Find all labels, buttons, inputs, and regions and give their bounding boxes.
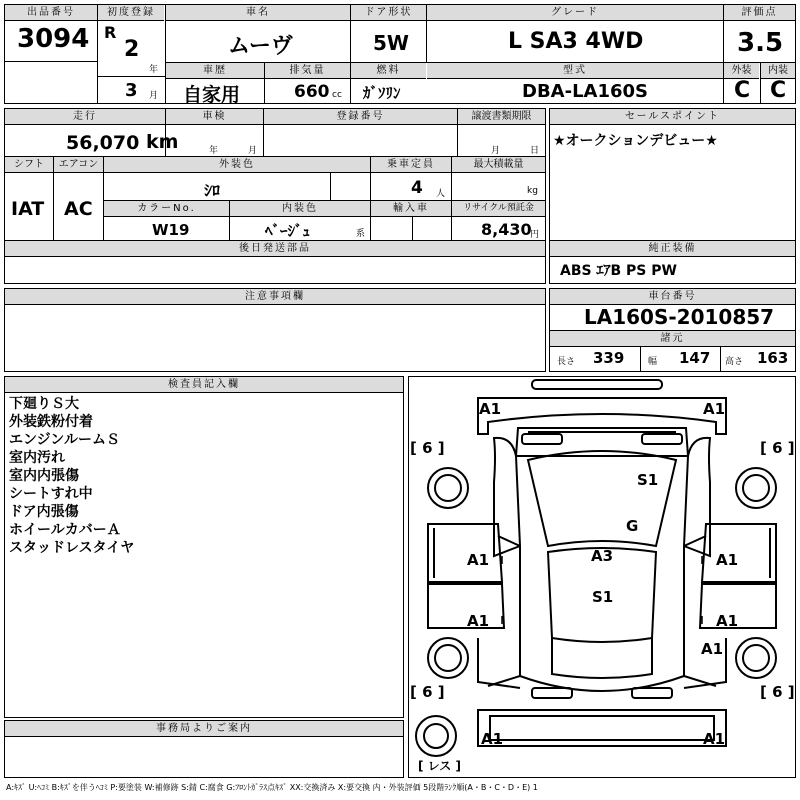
length-label: 長さ xyxy=(557,357,576,367)
lot-label: 出品番号 xyxy=(5,5,97,21)
car-diagram xyxy=(408,376,796,778)
height-label: 高さ xyxy=(725,357,744,367)
dmg-rear-right: A1 xyxy=(703,730,726,748)
legend: A:ｷｽﾞ U:ﾍｺﾐ B:ｷｽﾞを伴うﾍｺﾐ P:要塗装 W:補修跡 S:錆 C:腐食 G:ﾌﾛﾝﾄｶﾞﾗｽ点ｷｽﾞ XX:交換済み X:要交換 内・外装評価 5段階ﾗﾝｸ順(A・B・C・D・E) 1 xyxy=(6,783,538,792)
first-reg-era: R xyxy=(104,23,117,42)
score-label: 評価点 xyxy=(724,5,795,21)
ext-color-label: 外装色 xyxy=(104,157,370,173)
chassis-number: LA160S-2010857 xyxy=(584,305,775,329)
car-name: ムーヴ xyxy=(228,34,293,59)
first-reg-month: 3 xyxy=(125,80,138,101)
equipment-label: 純正装備 xyxy=(550,241,795,257)
inspector-line: 下廻りＳ大 xyxy=(9,396,79,412)
dmg-door-fr: A1 xyxy=(716,551,739,569)
inspector-line: ホイールカバーＡ xyxy=(9,522,121,538)
inspection-month-unit: 月 xyxy=(248,146,258,156)
int-color-value: ﾍﾞｰｼﾞｭ xyxy=(265,222,311,240)
int-score: C xyxy=(770,78,787,103)
width-value: 147 xyxy=(679,349,711,367)
reg-no-label: 登録番号 xyxy=(264,109,457,125)
fuel-value: ｶﾞｿﾘﾝ xyxy=(363,84,401,102)
notes-label: 注意事項欄 xyxy=(5,289,545,305)
recycle-unit: 円 xyxy=(530,230,540,240)
dmg-front-left: A1 xyxy=(479,400,502,418)
aircon-label: エアコン xyxy=(54,157,103,173)
inspection-label: 車検 xyxy=(166,109,263,125)
inspector-line: シートすれ中 xyxy=(9,486,93,502)
inspector-line: 外装鉄粉付着 xyxy=(9,414,93,430)
dmg-door-fl: A1 xyxy=(467,551,490,569)
fuel-label: 燃料 xyxy=(351,63,426,79)
dmg-windshield: G xyxy=(626,517,639,535)
score-value: 3.5 xyxy=(737,28,784,58)
door-label: ドア形状 xyxy=(351,5,426,21)
dmg-roof: A3 xyxy=(591,547,614,565)
recycle-value: 8,430 xyxy=(481,220,532,239)
dimensions-label: 諸元 xyxy=(550,331,795,347)
aircon-value: AC xyxy=(64,198,93,220)
ext-score: C xyxy=(734,78,751,103)
later-parts-label: 後日発送部品 xyxy=(5,241,545,257)
ext-score-label: 外装 xyxy=(724,63,759,79)
model-value: DBA-LA160S xyxy=(522,81,648,102)
mileage-label: 走行 xyxy=(5,109,165,125)
capacity-label: 乗車定員 xyxy=(371,157,451,173)
lot-number: 3094 xyxy=(17,24,90,54)
int-score-label: 内装 xyxy=(761,63,795,79)
capacity-value: 4 xyxy=(411,178,423,198)
office-label: 事務局よりご案内 xyxy=(5,721,403,737)
dmg-door-rl: A1 xyxy=(467,612,490,630)
displacement-value: 660 xyxy=(294,82,330,102)
shift-value: IAT xyxy=(11,198,45,220)
ext-color-value: ｼﾛ xyxy=(204,181,221,200)
transfer-month-unit: 月 xyxy=(491,146,501,156)
height-value: 163 xyxy=(757,349,789,367)
model-label: 型式 xyxy=(427,63,723,79)
max-load-label: 最大積載量 xyxy=(452,157,545,173)
inspector-label: 検査員記入欄 xyxy=(5,377,403,393)
tire-bl: [ 6 ] xyxy=(410,683,445,701)
color-no-value: W19 xyxy=(152,221,190,239)
import-label: 輸入車 xyxy=(371,201,451,217)
sales-point-text: ★オークションデビュー★ xyxy=(553,133,718,149)
year-unit: 年 xyxy=(149,65,159,75)
mileage-value: 56,070 xyxy=(66,132,140,154)
chassis-label: 車台番号 xyxy=(550,289,795,305)
inspector-line: エンジンルームＳ xyxy=(9,432,120,448)
dmg-rear-left: A1 xyxy=(481,730,504,748)
shift-label: シフト xyxy=(5,157,53,173)
inspector-line: 室内内張傷 xyxy=(9,468,79,484)
tire-tr: [ 6 ] xyxy=(760,439,795,457)
inspector-line: ドア内張傷 xyxy=(9,504,79,520)
inspector-line: スタッドレスタイヤ xyxy=(9,540,135,556)
max-load-unit: kg xyxy=(527,186,538,196)
int-color-unit: 系 xyxy=(356,229,366,239)
width-label: 幅 xyxy=(648,357,658,367)
capacity-unit: 人 xyxy=(436,189,446,199)
dmg-rear-roof: S1 xyxy=(592,588,614,606)
mileage-unit: km xyxy=(146,131,179,153)
grade-value: L SA3 4WD xyxy=(508,29,644,54)
transfer-day-unit: 日 xyxy=(530,146,540,156)
color-no-label: カラーNo. xyxy=(104,201,229,217)
tire-br: [ 6 ] xyxy=(760,683,795,701)
history-value: 自家用 xyxy=(183,84,241,106)
transfer-label: 譲渡書類期限 xyxy=(458,109,545,125)
spare-tire: [ レス ] xyxy=(418,759,461,773)
tire-tl: [ 6 ] xyxy=(410,439,445,457)
displacement-label: 排気量 xyxy=(265,63,350,79)
first-reg-label: 初度登録 xyxy=(98,5,164,21)
door-type: 5W xyxy=(373,31,409,55)
length-value: 339 xyxy=(593,349,625,367)
int-color-label: 内装色 xyxy=(230,201,370,217)
dmg-front-right: A1 xyxy=(703,400,726,418)
inspection-year-unit: 年 xyxy=(209,146,219,156)
first-reg-year: 2 xyxy=(124,37,140,62)
inspector-line: 室内汚れ xyxy=(9,450,65,466)
dmg-hood-top: S1 xyxy=(637,471,659,489)
recycle-label: リサイクル預託金 xyxy=(452,201,545,217)
car-name-label: 車名 xyxy=(166,5,350,21)
history-label: 車歴 xyxy=(166,63,264,79)
equipment-value: ABS ｴｱB PS PW xyxy=(560,263,677,279)
displacement-unit: cc xyxy=(332,90,342,100)
dmg-quarter-r: A1 xyxy=(701,640,724,658)
month-unit: 月 xyxy=(149,91,159,101)
grade-label: グレード xyxy=(427,5,723,21)
sales-point-label: セールスポイント xyxy=(550,109,795,125)
dmg-door-rr: A1 xyxy=(716,612,739,630)
